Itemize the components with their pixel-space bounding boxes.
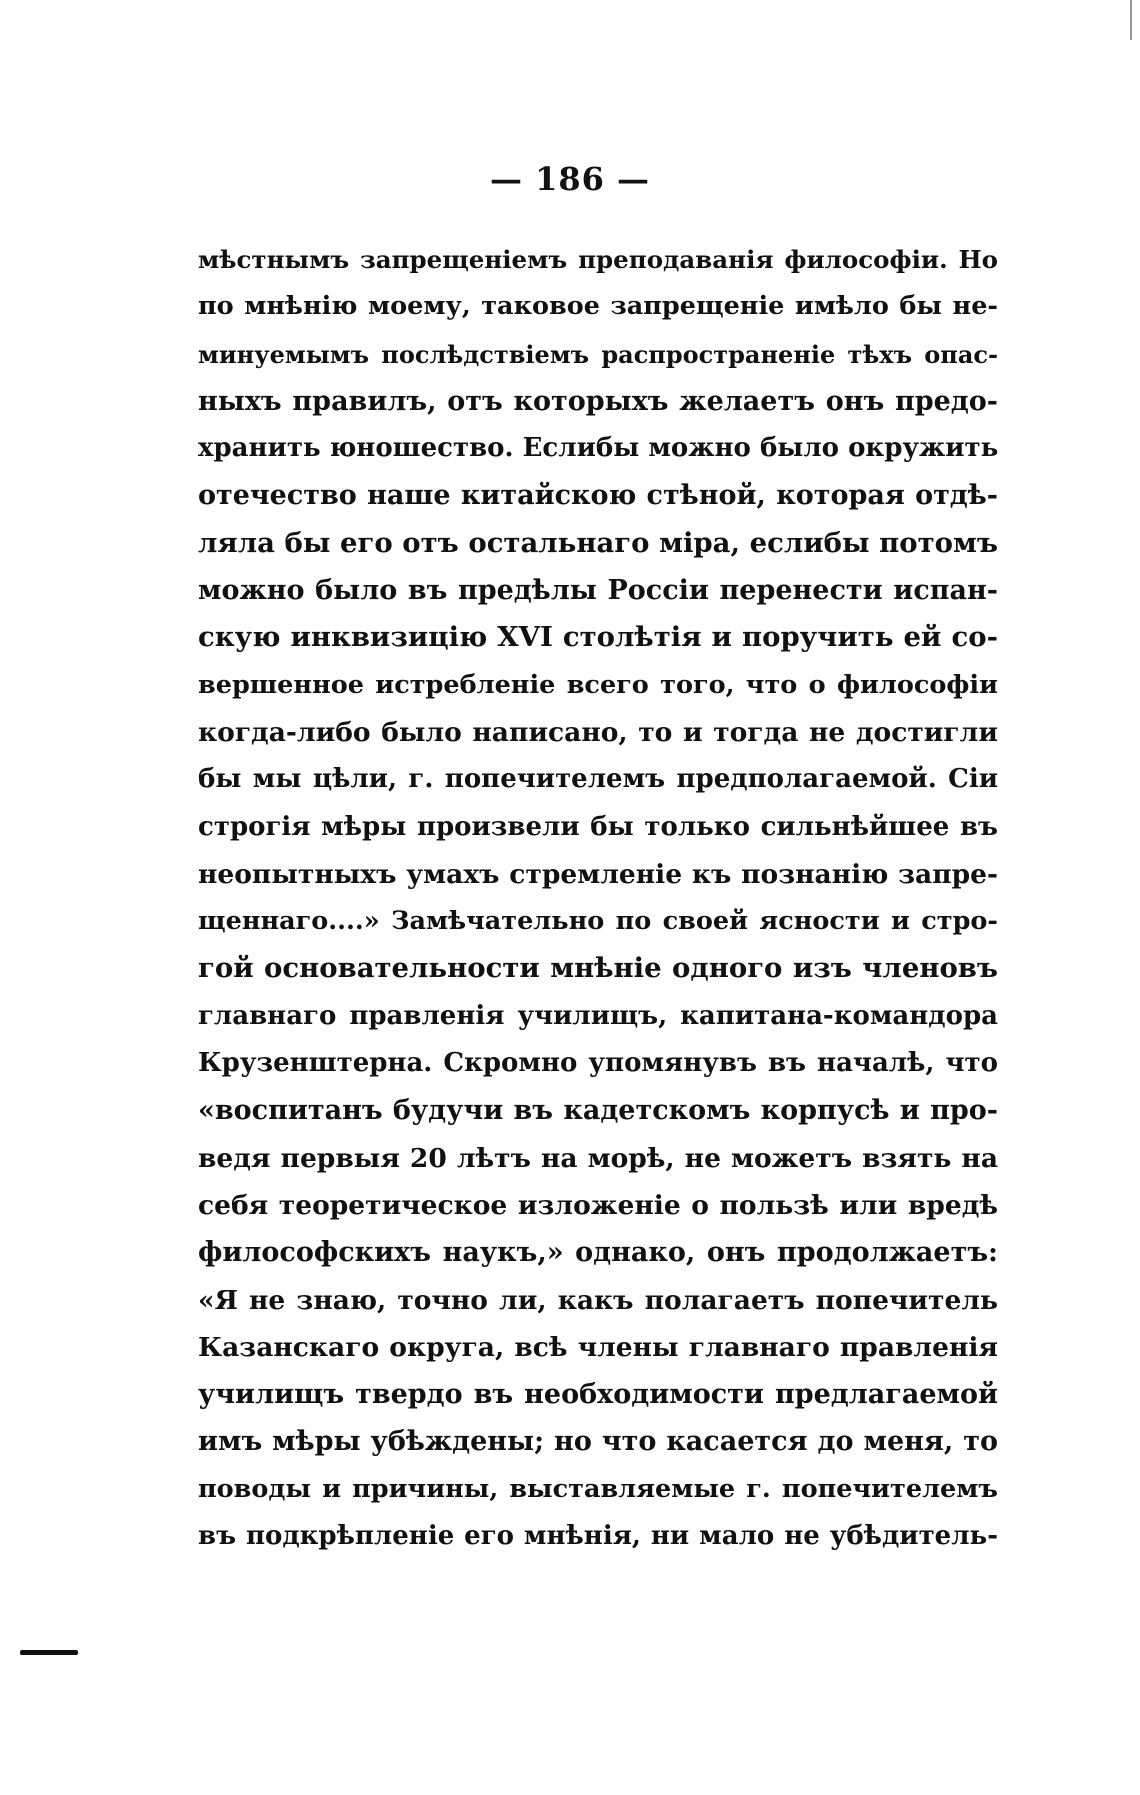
text-line: по мнѣнію моему, таковое запрещеніе имѣло бы не- xyxy=(198,291,998,322)
text-line: гой основательности мнѣніе одного изъ членовъ xyxy=(198,952,998,985)
body-text xyxy=(198,236,998,1560)
scan-edge-mark xyxy=(1130,0,1132,40)
margin-mark xyxy=(20,1650,78,1655)
text-line: когда-либо было написано, то и тогда не достигли xyxy=(198,716,998,748)
text-line: Крузенштерна. Скромно упомянувъ въ началѣ, что xyxy=(198,1048,998,1079)
text-line: «воспитанъ будучи въ кадетскомъ корпусѣ и про- xyxy=(198,1095,998,1127)
text-line: философскихъ наукъ,» однако, онъ продолжаетъ: xyxy=(198,1237,998,1269)
text-line: хранить юношество. Еслибы можно было окружить xyxy=(198,433,998,464)
text-line: можно было въ предѣлы Россіи перенести испан- xyxy=(198,575,998,607)
text-line: главнаго правленія училищъ, капитана-командора xyxy=(198,1000,998,1031)
text-line: поводы и причины, выставляемые г. попечителемъ xyxy=(198,1473,998,1504)
text-line: себя теоретическое изложеніе о пользѣ или вредѣ xyxy=(198,1189,998,1221)
text-line: скую инквизицію XVI столѣтія и поручить ей со- xyxy=(198,621,998,654)
text-line: ляла бы его отъ остальнаго міра, еслибы потомъ xyxy=(198,526,998,559)
text-line: вершенное истребленіе всего того, что о философіи xyxy=(198,669,998,700)
text-line: Казанскаго округа, всѣ члены главнаго правленія xyxy=(198,1331,998,1363)
text-line: «Я не знаю, точно ли, какъ полагаетъ попечитель xyxy=(198,1284,998,1316)
text-line: минуемымъ послѣдствіемъ распространеніе тѣхъ опас- xyxy=(198,339,998,369)
text-line: щеннаго....» Замѣчательно по своей ясности и стро- xyxy=(198,906,998,937)
page-number: — 186 — xyxy=(489,160,651,198)
text-line: отечество наше китайскою стѣной, которая отдѣ- xyxy=(198,480,998,512)
text-line: ведя первыя 20 лѣтъ на морѣ, не можетъ взять на xyxy=(198,1142,998,1174)
text-line: въ подкрѣпленіе его мнѣнія, ни мало не убѣдитель- xyxy=(198,1521,998,1552)
text-line: ныхъ правилъ, отъ которыхъ желаетъ онъ предо- xyxy=(198,385,998,417)
text-line: бы мы цѣли, г. попечителемъ предполагаемой. Сіи xyxy=(198,764,998,795)
text-line: неопытныхъ умахъ стремленіе къ познанію запре- xyxy=(198,858,998,890)
text-line: имъ мѣры убѣждены; но что касается до меня, то xyxy=(198,1426,998,1458)
text-line: мѣстнымъ запрещеніемъ преподаванія философіи. Но xyxy=(198,245,998,274)
text-line: строгія мѣры произвели бы только сильнѣйшее въ xyxy=(198,811,998,842)
text-line: училищъ твердо въ необходимости предлагаемой xyxy=(198,1379,998,1411)
